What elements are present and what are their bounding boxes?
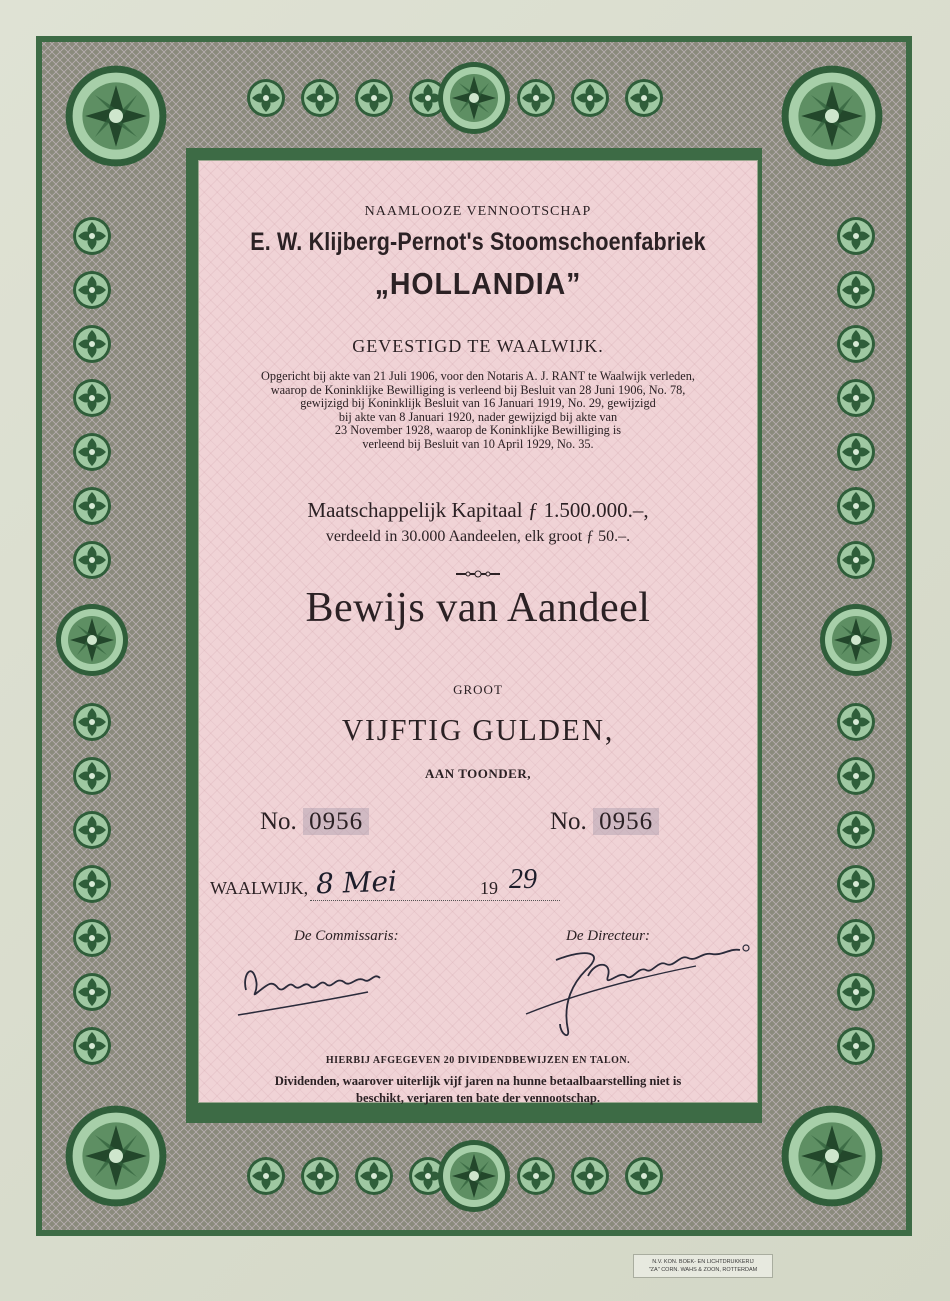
handwritten-year: 29 bbox=[509, 864, 537, 895]
rosette-icon bbox=[438, 62, 510, 134]
dividend-line: beschikt, verjaren ten bate der vennootschap. bbox=[355, 1091, 601, 1105]
leaf-medallion-icon bbox=[73, 379, 111, 417]
leaf-medallion-icon bbox=[837, 865, 875, 903]
leaf-medallion-icon bbox=[355, 1157, 393, 1195]
company-seat: GEVESTIGD TE WAALWIJK. bbox=[352, 336, 604, 356]
rosette-icon bbox=[438, 1140, 510, 1212]
history-line: bij akte van 8 Januari 1920, nader gewijzigd bij akte van bbox=[338, 409, 618, 424]
leaf-medallion-icon bbox=[73, 757, 111, 795]
date-line bbox=[310, 900, 560, 901]
leaf-medallion-icon bbox=[837, 811, 875, 849]
leaf-medallion-icon bbox=[73, 865, 111, 903]
leaf-medallion-icon bbox=[837, 541, 875, 579]
dividend-note bbox=[198, 1073, 758, 1107]
leaf-medallion-icon bbox=[837, 973, 875, 1011]
certificate-title: Bewijs van Aandeel bbox=[305, 585, 651, 631]
coupons-note: HIERBIJ AFGEGEVEN 20 DIVIDENDBEWIJZEN EN TALON. bbox=[325, 1055, 631, 1066]
leaf-medallion-icon bbox=[837, 325, 875, 363]
leaf-medallion-icon bbox=[73, 1027, 111, 1065]
rosette-icon bbox=[56, 604, 128, 676]
history-line: waarop de Koninklijke Bewilliging is verleend bij Besluit van 28 Juni 1906, No. 78, bbox=[270, 382, 686, 397]
handwritten-date: 8 Mei bbox=[315, 864, 398, 901]
leaf-medallion-icon bbox=[247, 1157, 285, 1195]
leaf-medallion-icon bbox=[571, 79, 609, 117]
leaf-medallion-icon bbox=[837, 919, 875, 957]
leaf-medallion-icon bbox=[73, 703, 111, 741]
leaf-medallion-icon bbox=[73, 271, 111, 309]
brand-name: „HOLLANDIA” bbox=[374, 266, 582, 301]
rosette-icon bbox=[66, 66, 167, 167]
number-prefix: No. bbox=[260, 808, 297, 835]
share-capital: Maatschappelijk Kapitaal ƒ 1.500.000.–, bbox=[307, 498, 649, 522]
rosette-icon bbox=[820, 604, 892, 676]
history-line: verleend bij Besluit van 10 April 1929, No. 35. bbox=[362, 436, 594, 451]
leaf-medallion-icon bbox=[837, 703, 875, 741]
leaf-medallion-icon bbox=[73, 487, 111, 525]
certificate-panel bbox=[198, 160, 758, 1103]
leaf-medallion-icon bbox=[301, 79, 339, 117]
leaf-medallion-icon bbox=[355, 79, 393, 117]
number-prefix: No. bbox=[550, 808, 587, 835]
share-division: verdeeld in 30.000 Aandeelen, elk groot ƒ 50.–. bbox=[325, 528, 631, 545]
certificate-number-left bbox=[260, 808, 369, 836]
certificate-number-right bbox=[550, 808, 659, 836]
leaf-medallion-icon bbox=[571, 1157, 609, 1195]
leaf-medallion-icon bbox=[837, 379, 875, 417]
groot-label: GROOT bbox=[453, 682, 503, 697]
rosette-icon bbox=[782, 1106, 883, 1207]
leaf-medallion-icon bbox=[625, 1157, 663, 1195]
bearer-label: AAN TOONDER, bbox=[425, 766, 531, 781]
flourish-ornament-icon bbox=[456, 570, 500, 578]
leaf-medallion-icon bbox=[73, 811, 111, 849]
place-label: WAALWIJK, bbox=[210, 878, 309, 898]
history-line: 23 November 1928, waarop de Koninklijke Bewilliging is bbox=[334, 423, 622, 437]
signature-icon bbox=[228, 940, 428, 1030]
leaf-medallion-icon bbox=[73, 433, 111, 471]
leaf-medallion-icon bbox=[517, 79, 555, 117]
role-directeur: De Directeur: bbox=[566, 928, 650, 944]
leaf-medallion-icon bbox=[837, 433, 875, 471]
incorporation-history bbox=[198, 370, 758, 451]
leaf-medallion-icon bbox=[837, 757, 875, 795]
certificate-number: 0956 bbox=[303, 808, 369, 835]
history-line: gewijzigd bij Koninklijk Besluit van 16 Januari 1919, No. 29, gewijzigd bbox=[300, 396, 656, 410]
history-line: Opgericht bij akte van 21 Juli 1906, voor den Notaris A. J. RANT te Waalwijk verleden, bbox=[261, 369, 695, 383]
leaf-medallion-icon bbox=[837, 487, 875, 525]
leaf-medallion-icon bbox=[837, 1027, 875, 1065]
certificate-number: 0956 bbox=[593, 808, 659, 835]
year-prefix: 19 bbox=[480, 878, 498, 898]
leaf-medallion-icon bbox=[837, 271, 875, 309]
leaf-medallion-icon bbox=[73, 325, 111, 363]
leaf-medallion-icon bbox=[837, 217, 875, 255]
leaf-medallion-icon bbox=[73, 973, 111, 1011]
company-name: E. W. Klijberg-Pernot's Stoomschoenfabriek bbox=[250, 228, 706, 256]
leaf-medallion-icon bbox=[247, 79, 285, 117]
leaf-medallion-icon bbox=[301, 1157, 339, 1195]
signature-icon bbox=[516, 930, 756, 1050]
printer-line: "ZA" CORN. WAHS & ZOON, ROTTERDAM bbox=[648, 1267, 758, 1273]
leaf-medallion-icon bbox=[517, 1157, 555, 1195]
share-amount: VIJFTIG GULDEN, bbox=[341, 712, 615, 747]
rosette-icon bbox=[782, 66, 883, 167]
company-form: NAAMLOOZE VENNOOTSCHAP bbox=[364, 204, 592, 219]
printer-line: N.V. KON. BOEK- EN LICHTDRUKKERIJ bbox=[652, 1259, 754, 1265]
leaf-medallion-icon bbox=[73, 541, 111, 579]
printer-imprint bbox=[633, 1254, 773, 1278]
leaf-medallion-icon bbox=[625, 79, 663, 117]
role-commissaris: De Commissaris: bbox=[294, 928, 399, 944]
leaf-medallion-icon bbox=[73, 217, 111, 255]
rosette-icon bbox=[66, 1106, 167, 1207]
dividend-line: Dividenden, waarover uiterlijk vijf jaren na hunne betaalbaarstelling niet is bbox=[274, 1074, 682, 1088]
leaf-medallion-icon bbox=[73, 919, 111, 957]
